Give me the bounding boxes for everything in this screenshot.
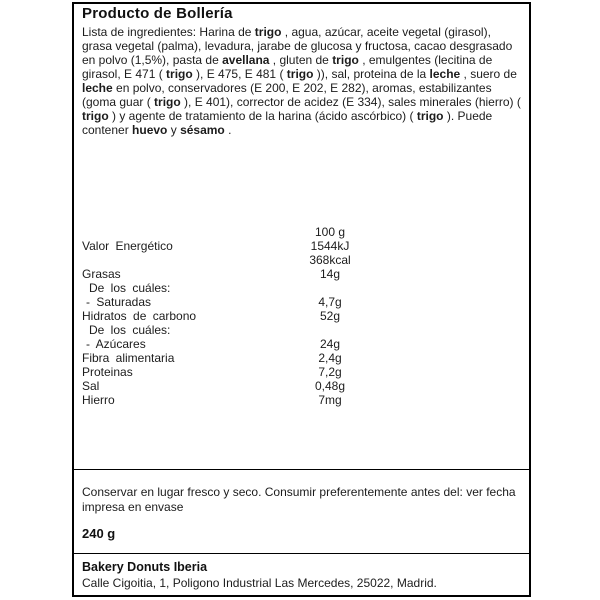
nutrition-label: Hidratos de carbono [82, 309, 197, 323]
nutrition-label: Sal [82, 379, 100, 393]
nutrition-row [82, 365, 522, 379]
storage-instructions: Conservar en lugar fresco y seco. Consumir preferentemente antes del: ver fecha impresa en envase [82, 485, 516, 514]
nutrition-row [82, 295, 522, 309]
product-label [72, 2, 531, 597]
nutrition-row [82, 267, 522, 281]
nutrition-row [82, 225, 522, 239]
nutrition-row [82, 393, 522, 407]
nutrition-value: 0,48g [314, 379, 346, 393]
nutrition-value: 14g [319, 267, 341, 281]
nutrition-row [82, 337, 522, 351]
nutrition-row [82, 253, 522, 267]
nutrition-value: 52g [319, 309, 341, 323]
nutrition-value: 100 g [314, 225, 346, 239]
nutrition-label: - Azúcares [86, 337, 146, 351]
nutrition-row [82, 281, 522, 295]
nutrition-label: - Saturadas [86, 295, 152, 309]
nutrition-value: 24g [319, 337, 341, 351]
nutrition-label: De los cuáles: [89, 323, 171, 337]
nutrition-value: 1544kJ [310, 239, 350, 253]
nutrition-label: Proteinas [82, 365, 133, 379]
nutrition-value: 7mg [318, 393, 342, 407]
product-title: Producto de Bollería [82, 5, 233, 22]
nutrition-value: 2,4g [318, 351, 342, 365]
nutrition-row [82, 239, 522, 253]
nutrition-value: 368kcal [309, 253, 351, 267]
nutrition-label: Hierro [82, 393, 115, 407]
nutrition-row [82, 379, 522, 393]
section-divider-top [74, 469, 529, 470]
nutrition-row [82, 323, 522, 337]
section-divider-bottom [74, 553, 529, 554]
nutrition-label: Valor Energético [82, 239, 173, 253]
manufacturer-address: Calle Cigoitia, 1, Poligono Industrial Las Mercedes, 25022, Madrid. [82, 576, 437, 590]
ingredients-text: Lista de ingredientes: Harina de trigo , agua, azúcar, aceite vegetal (girasol), grasa vegetal (palma), levadura, jarabe de glucosa y fructosa, cacao desgrasado en polvo (1,5%), pasta de avellana , gluten de trigo , emulgentes (lecitina de girasol, E 471 ( trigo ), E 475, E 481 ( trigo )), sal, proteina de la leche , suero de leche en polvo, conservadores (E 200, E 202, E 282), aromas, estabilizantes (goma guar ( trigo ), E 401), corrector de acidez (E 334), sales minerales (hierro) ( trigo ) y agente de tratamiento de la harina (ácido ascórbico) ( trigo ). Puede contener huevo y sésamo . [82, 25, 521, 137]
manufacturer-name: Bakery Donuts Iberia [82, 560, 208, 574]
nutrition-row [82, 351, 522, 365]
nutrition-label: Fibra alimentaria [82, 351, 175, 365]
nutrition-row [82, 309, 522, 323]
net-weight: 240 g [82, 526, 116, 541]
nutrition-label: De los cuáles: [89, 281, 171, 295]
nutrition-value: 7,2g [318, 365, 342, 379]
nutrition-label: Grasas [82, 267, 121, 281]
nutrition-value: 4,7g [318, 295, 342, 309]
nutrition-table [82, 225, 522, 407]
